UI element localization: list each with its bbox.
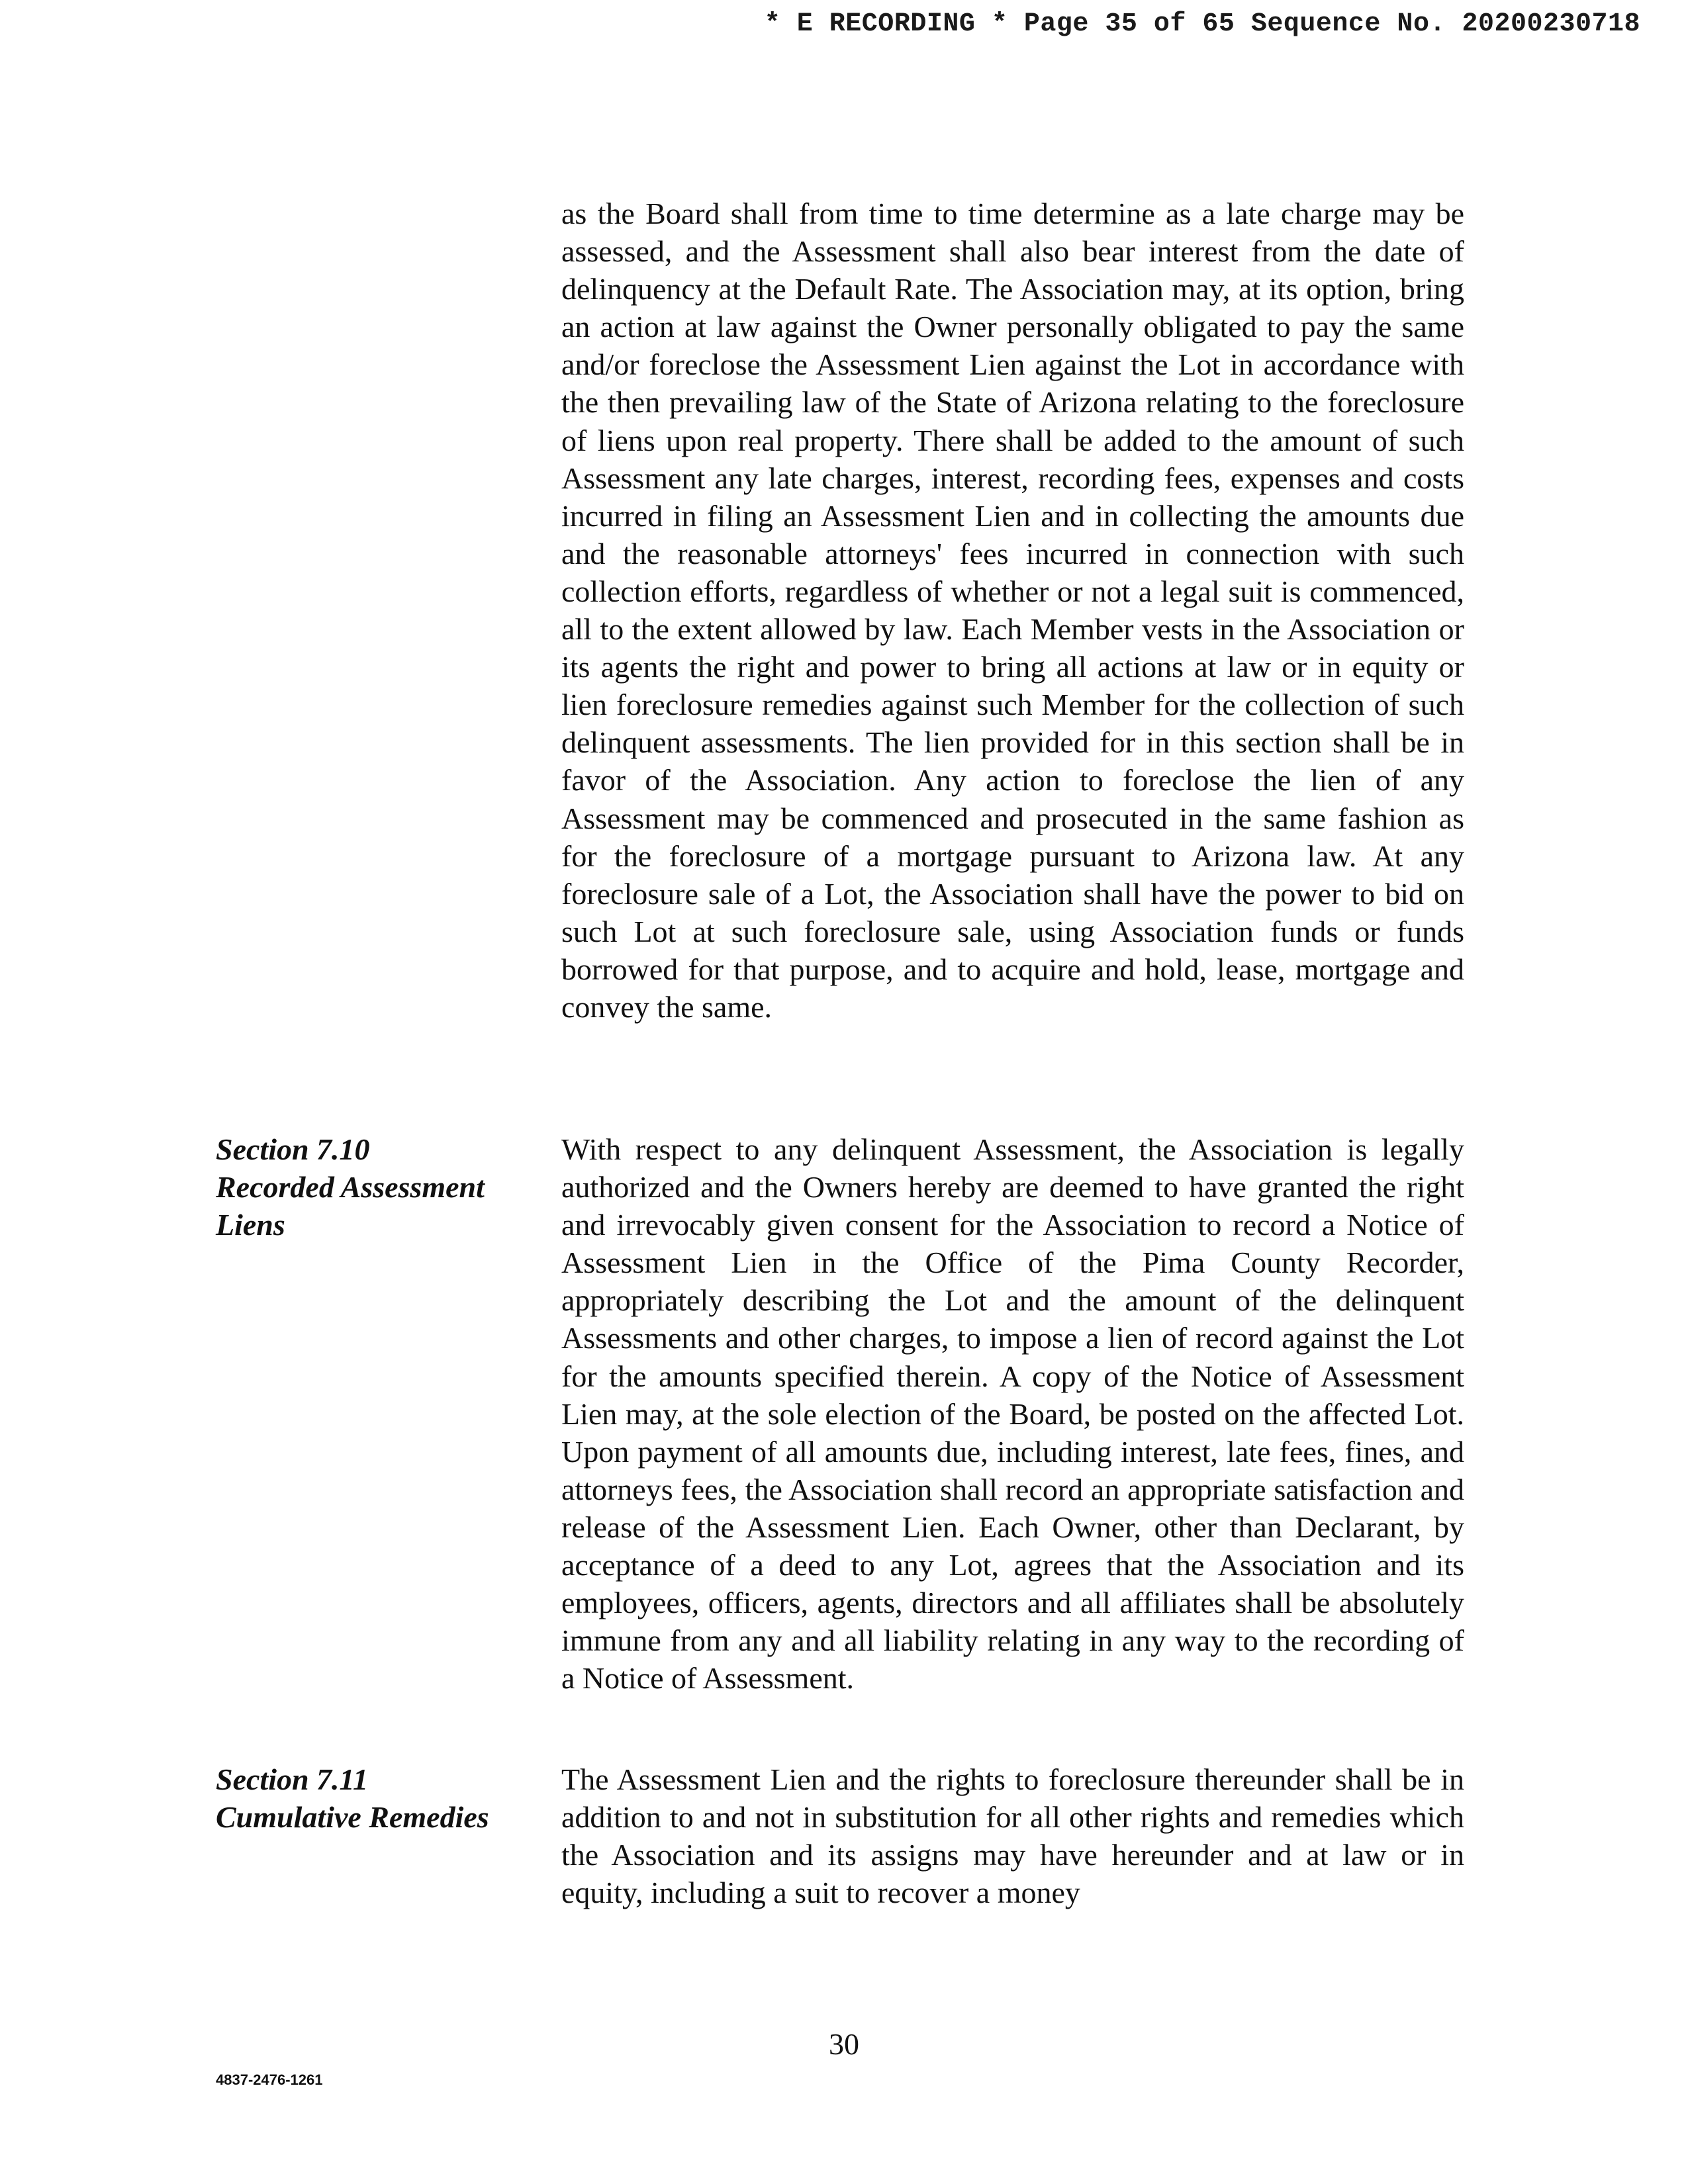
document-id: 4837-2476-1261	[216, 2071, 323, 2088]
section-title-line: Recorded Assessment	[216, 1170, 485, 1205]
section-7-11-text: The Assessment Lien and the rights to foreclosure thereunder shall be in addition to and not in substitution for all other rights and remedies which the Association and its assigns may have hereunder and at law or in equity, including a suit to recover a money	[561, 1762, 1464, 1910]
section-7-10-heading	[216, 1130, 527, 1244]
recording-header: * E RECORDING * Page 35 of 65 Sequence No. 20200230718	[764, 9, 1640, 39]
section-7-11-heading	[216, 1760, 527, 1836]
section-number: Section 7.11	[216, 1762, 369, 1796]
page-number: 30	[829, 2027, 859, 2061]
continued-paragraph: as the Board shall from time to time determine as a late charge may be assessed, and the Assessment shall also bear interest from the date of delinquency at the Default Rate. The Association may, at its option, bring an action at law against the Owner personally obligated to pay the same and/or foreclose the Assessment Lien against the Lot in accordance with the then prevailing law of the State of Arizona relating to the foreclosure of liens upon real property. There shall be added to the amount of such Assessment any late charges, interest, recording fees, expenses and costs incurred in filing an Assessment Lien and in collecting the amounts due and the reasonable attorneys' fees incurred in connection with such collection efforts, regardless of whether or not a legal suit is commenced, all to the extent allowed by law. Each Member vests in the Association or its agents the right and power to bring all actions at law or in equity or lien foreclosure remedies against such Member for the collection of such delinquent assessments. The lien provided for in this section shall be in favor of the Association. Any action to foreclose the lien of any Assessment may be commenced and prosecuted in the same fashion as for the foreclosure of a mortgage pursuant to Arizona law. At any foreclosure sale of a Lot, the Association shall have the power to bid on such Lot at such foreclosure sale, using Association funds or funds borrowed for that purpose, and to acquire and hold, lease, mortgage and convey the same.	[561, 197, 1464, 1024]
section-title-line: Cumulative Remedies	[216, 1800, 489, 1835]
section-number: Section 7.10	[216, 1132, 370, 1166]
section-7-10-text: With respect to any delinquent Assessment, the Association is legally authorized and the Owners hereby are deemed to have granted the right and irrevocably given consent for the Association to record a Notice of Assessment Lien in the Office of the Pima County Recorder, appropriately describing the Lot and the amount of the delinquent Assessments and other charges, to impose a lien of record against the Lot for the amounts specified therein. A copy of the Notice of Assessment Lien may, at the sole election of the Board, be posted on the affected Lot. Upon payment of all amounts due, including interest, late fees, fines, and attorneys fees, the Association shall record an appropriate satisfaction and release of the Assessment Lien. Each Owner, other than Declarant, by acceptance of a deed to any Lot, agrees that the Association and its employees, officers, agents, directors and all affiliates shall be absolutely immune from any and all liability relating in any way to the recording of a Notice of Assessment.	[561, 1132, 1464, 1696]
section-title-line: Liens	[216, 1208, 285, 1242]
